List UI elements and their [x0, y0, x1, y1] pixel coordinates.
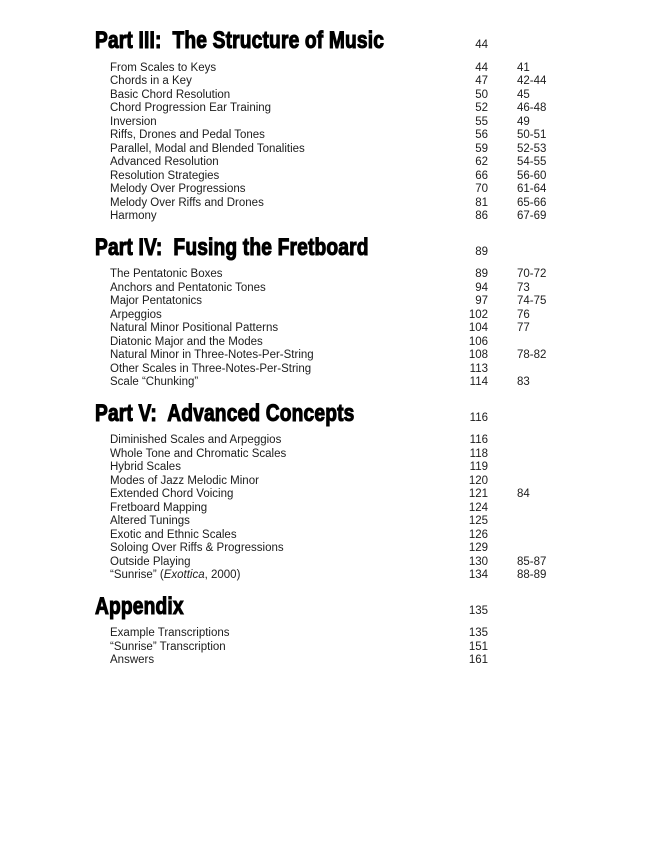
toc-item-page-number: 119: [469, 461, 488, 473]
toc-item-example-numbers: 73: [517, 281, 530, 294]
toc-item-page-number: 118: [469, 447, 488, 460]
toc-section: [95, 233, 648, 390]
section-items: [95, 62, 648, 224]
section-heading-text: Part V: Advanced Concepts: [95, 399, 355, 427]
toc-item-example-numbers: 74-75: [517, 295, 547, 307]
toc-section: [95, 399, 648, 583]
section-heading-row: [95, 592, 648, 620]
toc-item-page-number: 81: [475, 196, 488, 209]
toc-item-page-number: 124: [468, 501, 488, 514]
toc-item-page-number: 86: [475, 210, 488, 222]
toc-item-label: [95, 102, 455, 116]
toc-item-page-number: 108: [468, 349, 488, 361]
toc-item-label-text: Scale “Chunking”: [110, 376, 199, 388]
toc-item-page-number: 126: [468, 528, 488, 541]
toc-item-label: [95, 183, 455, 197]
toc-item-example-numbers: 50-51: [517, 129, 547, 141]
toc-item: [95, 143, 648, 157]
toc-item-page-number: 70: [475, 183, 488, 195]
toc-item-label: [95, 170, 455, 184]
toc-item: [95, 627, 648, 641]
toc-item-label-text: From Scales to Keys: [110, 61, 217, 74]
toc-item-label: [95, 434, 455, 448]
section-heading-text: Appendix: [95, 592, 184, 620]
toc-item: [95, 529, 648, 543]
toc-item-page-number: 97: [475, 295, 488, 307]
toc-item-label: [95, 210, 455, 224]
toc-item-example-numbers: 49: [517, 115, 530, 128]
toc-item-label: [95, 488, 455, 502]
toc-item-label-text: Example Transcriptions: [110, 627, 230, 639]
toc-item-page-number: 113: [469, 362, 488, 375]
toc-item-page-number: 62: [475, 156, 488, 168]
toc-item-label: [95, 349, 455, 363]
toc-item-label-text: Diatonic Major and the Modes: [110, 335, 263, 348]
toc-item: [95, 197, 648, 211]
toc-item: [95, 322, 648, 336]
toc-item-label: [95, 515, 455, 529]
toc-item-page-number: 135: [468, 627, 488, 639]
toc-item-label-text: Melody Over Progressions: [110, 183, 246, 195]
toc-item-label: [95, 529, 455, 543]
toc-item-label-text: Answers: [110, 654, 155, 666]
section-heading: [95, 27, 455, 54]
toc-item: [95, 569, 648, 583]
toc-item-example-numbers: 54-55: [517, 156, 547, 168]
toc-item-page-number: 59: [475, 142, 488, 155]
toc-item-label-text: Major Pentatonics: [110, 295, 203, 307]
toc-item: [95, 89, 648, 103]
toc-item: [95, 349, 648, 363]
toc-item-label-italic: Exottica: [163, 569, 205, 581]
toc-item-label: [95, 461, 455, 475]
toc-item-label: [95, 89, 455, 103]
toc-item: [95, 434, 648, 448]
toc-item-label-text: Whole Tone and Chromatic Scales: [110, 447, 287, 460]
section-page-number: 135: [468, 604, 488, 617]
section-heading: [95, 399, 455, 427]
toc-item-label: [95, 322, 455, 336]
toc-item: [95, 295, 648, 309]
toc-item-label-text: Modes of Jazz Melodic Minor: [110, 474, 259, 487]
toc-item-label: [95, 569, 455, 583]
toc-item-page-number: 102: [468, 308, 488, 321]
toc-section: [95, 592, 648, 668]
toc-item: [95, 62, 648, 76]
toc-item-page-number: 125: [468, 515, 488, 527]
toc-item-page-number: 44: [475, 61, 488, 74]
toc-item-example-numbers: 83: [517, 376, 530, 388]
toc-item-example-numbers: 85-87: [517, 555, 547, 568]
toc-item-page-number: 106: [468, 335, 488, 348]
toc-item-label: [95, 556, 455, 570]
toc-item-example-numbers: 52-53: [517, 142, 547, 155]
toc-item-example-numbers: 61-64: [517, 183, 547, 195]
toc-item-page-number: 55: [475, 115, 488, 128]
toc-item: [95, 363, 648, 377]
toc-item: [95, 268, 648, 282]
toc-item-page-number: 120: [468, 474, 488, 487]
toc-item: [95, 183, 648, 197]
toc-item-label: [95, 654, 455, 668]
toc-item-label: [95, 75, 455, 89]
toc-item-example-numbers: 77: [517, 322, 530, 334]
toc-item-label: [95, 336, 455, 350]
toc-item-label: [95, 116, 455, 130]
section-items: [95, 434, 648, 583]
toc-item-page-number: 104: [468, 322, 488, 334]
toc-item-label-text: Parallel, Modal and Blended Tonalities: [110, 142, 305, 155]
toc-item: [95, 156, 648, 170]
toc-item-page-number: 94: [475, 281, 488, 294]
toc-item-label-text: Resolution Strategies: [110, 169, 220, 182]
toc-item: [95, 488, 648, 502]
toc-item-label-text: Altered Tunings: [110, 515, 190, 527]
toc-item-label-text: Soloing Over Riffs & Progressions: [110, 542, 284, 554]
toc-item-label-text: Arpeggios: [110, 308, 162, 321]
toc-item-label: [95, 282, 455, 296]
toc-item-page-number: 66: [475, 169, 488, 182]
toc-item-label-text: Harmony: [110, 210, 157, 222]
toc-item-example-numbers: 46-48: [517, 102, 547, 114]
toc-item-example-numbers: 65-66: [517, 196, 547, 209]
toc-item-label-text: Diminished Scales and Arpeggios: [110, 434, 282, 446]
toc-item-label-text: Advanced Resolution: [110, 156, 219, 168]
toc-item-page-number: 161: [468, 654, 488, 666]
toc-item: [95, 376, 648, 390]
toc-item-label: [95, 475, 455, 489]
toc-item-page-number: 134: [468, 569, 488, 581]
toc-item-page-number: 151: [468, 640, 488, 653]
toc-item-label: [95, 309, 455, 323]
toc-item-example-numbers: 84: [517, 488, 530, 500]
toc-item-label-text: Chords in a Key: [110, 75, 192, 87]
toc-item-label: [95, 197, 455, 211]
section-heading-text: Part III: The Structure of Music: [95, 27, 385, 54]
toc-item-label: [95, 363, 455, 377]
toc-item-label: [95, 129, 455, 143]
section-heading-row: [95, 27, 648, 54]
toc-item-label-text: Natural Minor in Three-Notes-Per-String: [110, 349, 314, 361]
toc-item-label: [95, 376, 455, 390]
toc-item-label: [95, 295, 455, 309]
section-heading: [95, 233, 455, 261]
toc-item: [95, 75, 648, 89]
toc-item-label: [95, 156, 455, 170]
toc-item: [95, 129, 648, 143]
toc-item: [95, 448, 648, 462]
section-heading-row: [95, 233, 648, 261]
toc-item-label-text: “Sunrise” (: [110, 569, 164, 581]
toc-item: [95, 475, 648, 489]
section-heading: [95, 592, 455, 620]
toc-item-example-numbers: 41: [517, 61, 530, 74]
toc-item: [95, 170, 648, 184]
toc-item: [95, 542, 648, 556]
toc-item: [95, 461, 648, 475]
toc-item-label-suffix: , 2000): [204, 569, 241, 581]
toc-item-example-numbers: 67-69: [517, 210, 547, 222]
toc-item: [95, 309, 648, 323]
toc-item-label-text: “Sunrise” Transcription: [110, 640, 226, 653]
section-page-number: 116: [469, 411, 488, 424]
toc-item-label: [95, 143, 455, 157]
toc-item-label-text: Other Scales in Three-Notes-Per-String: [110, 362, 312, 375]
section-heading-row: [95, 399, 648, 427]
toc-item-label: [95, 542, 455, 556]
toc-item-label-text: Hybrid Scales: [110, 461, 181, 473]
toc-item-label-text: Basic Chord Resolution: [110, 88, 231, 101]
toc-item-label: [95, 627, 455, 641]
toc-item-label-text: Outside Playing: [110, 555, 191, 568]
section-page-number: 44: [475, 39, 488, 51]
toc-item-label-text: Chord Progression Ear Training: [110, 102, 272, 114]
toc-item-page-number: 129: [468, 542, 488, 554]
toc-item-page-number: 89: [475, 268, 488, 280]
toc-item: [95, 282, 648, 296]
toc-item: [95, 502, 648, 516]
toc-item-example-numbers: 78-82: [517, 349, 547, 361]
toc-section: [95, 27, 648, 224]
toc-item: [95, 102, 648, 116]
toc-item: [95, 116, 648, 130]
toc: [95, 27, 648, 668]
toc-item: [95, 210, 648, 224]
toc-item-label-text: Riffs, Drones and Pedal Tones: [110, 129, 265, 141]
toc-item: [95, 654, 648, 668]
toc-item-example-numbers: 56-60: [517, 169, 547, 182]
toc-item-label: [95, 62, 455, 76]
toc-item-label: [95, 268, 455, 282]
toc-item-label: [95, 641, 455, 655]
section-items: [95, 268, 648, 390]
toc-item-label: [95, 448, 455, 462]
toc-item: [95, 515, 648, 529]
toc-item-label: [95, 502, 455, 516]
toc-item: [95, 556, 648, 570]
toc-item: [95, 641, 648, 655]
toc-item-page-number: 52: [475, 102, 488, 114]
toc-item-label-text: Inversion: [110, 115, 157, 128]
section-heading-text: Part IV: Fusing the Fretboard: [95, 233, 369, 261]
toc-item-page-number: 56: [475, 129, 488, 141]
section-items: [95, 627, 648, 668]
toc-item-example-numbers: 45: [517, 88, 530, 101]
toc-item-example-numbers: 76: [517, 308, 530, 321]
section-page-number: 89: [475, 245, 488, 258]
toc-item-example-numbers: 70-72: [517, 268, 547, 280]
toc-item-label-text: The Pentatonic Boxes: [110, 268, 223, 280]
toc-item-example-numbers: 88-89: [517, 569, 547, 581]
toc-item-label-text: Anchors and Pentatonic Tones: [110, 281, 266, 294]
toc-item-label-text: Extended Chord Voicing: [110, 488, 234, 500]
toc-item-page-number: 116: [469, 434, 488, 446]
toc-item-label-text: Fretboard Mapping: [110, 501, 208, 514]
toc-item-example-numbers: 42-44: [517, 75, 547, 87]
toc-item-page-number: 47: [475, 75, 488, 87]
toc-item-label-text: Melody Over Riffs and Drones: [110, 196, 264, 209]
toc-item-page-number: 130: [468, 555, 488, 568]
toc-item-page-number: 114: [469, 376, 488, 388]
toc-item-label-text: Natural Minor Positional Patterns: [110, 322, 279, 334]
toc-item: [95, 336, 648, 350]
toc-item-page-number: 121: [468, 488, 488, 500]
toc-item-page-number: 50: [475, 88, 488, 101]
toc-item-label-text: Exotic and Ethnic Scales: [110, 528, 237, 541]
